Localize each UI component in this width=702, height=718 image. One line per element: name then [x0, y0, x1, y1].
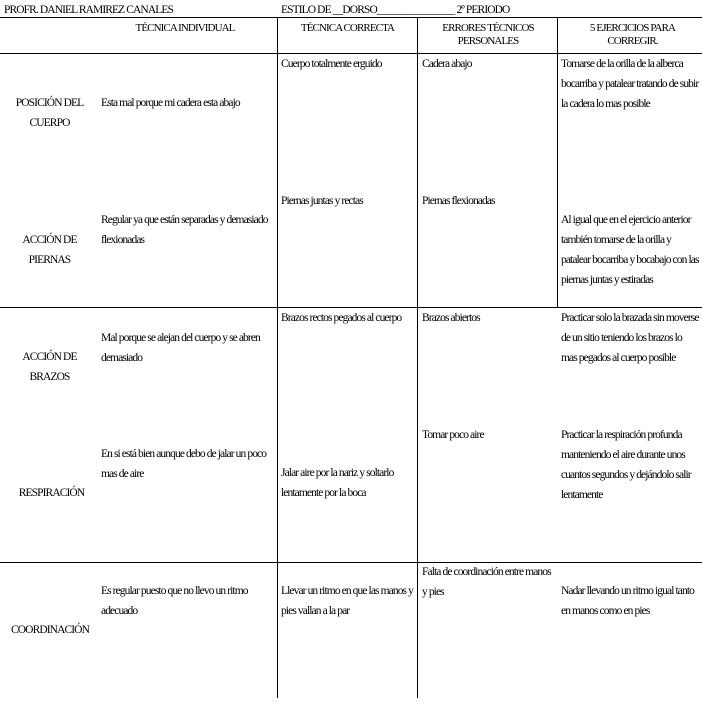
style-title: ESTILO DE __DORSO________________ 2º PERIODO [281, 4, 510, 16]
column-divider [417, 17, 418, 698]
cell-correcta: Jalar aire por la nariz y soltarlo lentamente por la boca [281, 467, 394, 499]
cell-errores: Falta de coordinación entre manos y pies [422, 566, 551, 598]
cell-correcta: Llevar un ritmo en que las manos y pies vallan a la par [281, 585, 413, 617]
cell-individual: Es regular puesto que no llevo un ritmo adecuado [101, 585, 248, 617]
cell-ejercicios: Practicar solo la brazada sin moverse de un sitio teniendo los brazos lo mas pegados al cuerpo posible [561, 312, 699, 364]
teacher-name: PROFR. DANIEL RAMIREZ CANALES [4, 4, 173, 16]
cell-errores: Tomar poco aire [422, 429, 484, 441]
cell-errores: Cadera abajo [422, 58, 472, 70]
cell-individual: Regular ya que están separadas y demasiado flexionadas [101, 214, 268, 246]
cell-correcta: Piernas juntas y rectas [281, 195, 363, 207]
cell-correcta: Brazos rectos pegados al cuerpo [281, 312, 402, 324]
row-label-respiracion: RESPIRACIÓN [18, 487, 85, 499]
row-label-piernas: ACCIÓN DE PIERNAS [22, 234, 77, 266]
cell-ejercicios: Al igual que en el ejercicio anterior también tomarse de la orilla y patalear bocarriba y bocabajo con las piernas juntas y estiradas [561, 214, 699, 286]
col-header-ejercicios: 5 EJERCICIOS PARA CORREGIR. [589, 22, 676, 47]
column-divider [277, 17, 278, 698]
cell-individual: Mal porque se alejan del cuerpo y se abren demasiado [101, 332, 260, 364]
cell-individual: En si está bien aunque debo de jalar un poco mas de aire [101, 448, 267, 480]
cell-errores: Brazos abiertos [422, 312, 480, 324]
cell-errores: Piernas flexionadas [422, 195, 495, 207]
row-divider [0, 562, 702, 563]
cell-ejercicios: Nadar llevando un ritmo igual tanto en manos como en pies [561, 585, 694, 617]
column-divider [557, 17, 558, 307]
cell-individual: Esta mal porque mi cadera esta abajo [101, 97, 240, 109]
col-header-correcta: TÉCNICA CORRECTA [300, 22, 395, 34]
col-header-individual: TÉCNICA INDIVIDUAL [135, 22, 235, 34]
row-label-coordinacion: COORDINACIÓN [10, 624, 89, 636]
cell-ejercicios: Practicar la respiración profunda manteniendo el aire durante unos cuantos segundos y dejándolo salir lentamente [561, 429, 691, 501]
row-label-posicion: POSICIÓN DEL CUERPO [15, 97, 84, 129]
cell-correcta: Cuerpo totalmente erguido [281, 58, 382, 70]
row-label-brazos: ACCIÓN DE BRAZOS [22, 351, 77, 383]
cell-ejercicios: Tomarse de la orilla de la alberca bocarriba y patalear tratando de subir la cadera lo mas posible [561, 58, 699, 110]
col-header-errores: ERRORES TÉCNICOS PERSONALES [442, 22, 534, 47]
